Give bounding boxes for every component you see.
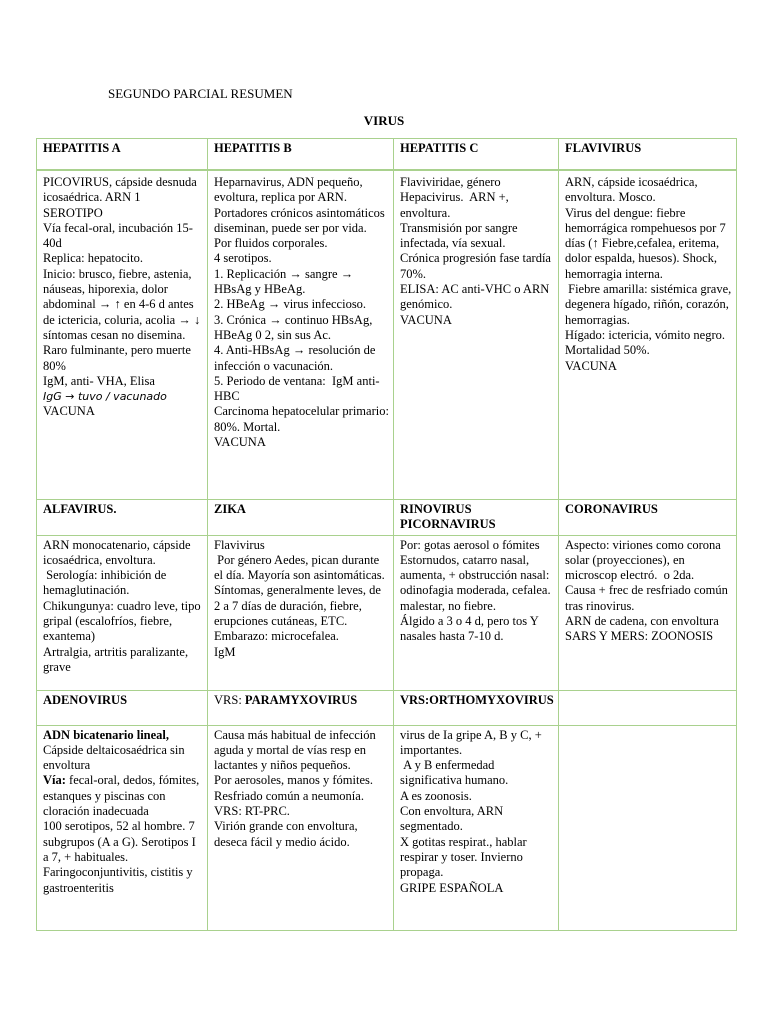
header-flavivirus: FLAVIVIRUS [559, 139, 737, 171]
header-rinovirus: RINOVIRUS PICORNAVIRUS [394, 500, 559, 536]
header-coronavirus: CORONAVIRUS [559, 500, 737, 536]
text-line: Serología: inhibición de hemaglutinación. [43, 568, 170, 598]
text-line: Álgido a 3 o 4 d, pero tos Y nasales hasta 7-10 d. [400, 614, 542, 644]
header-vrs-prefix: VRS: [214, 692, 245, 707]
table-row [37, 725, 737, 930]
text-line: Causa + frec de resfriado común tras rinovirus. [565, 583, 732, 613]
text-line: VACUNA [214, 435, 266, 450]
text-line: A y B enfermedad significativa humano. [400, 758, 509, 788]
header-hepatitis-a: HEPATITIS A [37, 139, 208, 171]
text-line: GRIPE ESPAÑOLA [400, 880, 504, 895]
text-line: ARN de cadena, con envoltura [565, 614, 719, 629]
text-line: Estornudos, catarro nasal, aumenta, + obstrucción nasal: odinofagia moderada, cefalea. malestar, no fiebre. [400, 552, 554, 613]
text-line: 4 serotipos. [214, 251, 272, 266]
text-line: Por género Aedes, pican durante el día. Mayoría son asintomáticas. [214, 552, 385, 583]
text-line: Faringoconjuntivitis, cistitis y gastroenteritis [43, 865, 196, 895]
text-line: Raro fulminante, pero muerte 80% [43, 343, 194, 373]
text-line: Con envoltura, ARN segmentado. [400, 804, 507, 834]
text-line: Hígado: ictericia, vómito negro. Mortalidad 50%. [565, 327, 729, 358]
cell-hepatitis-c [394, 170, 559, 500]
text-line: Aspecto: viriones como corona solar (proyecciones), en microscop electró. o 2da. [565, 537, 724, 583]
text-line: Virión grande con envoltura, deseca fácil y medio ácido. [214, 819, 361, 849]
text-line: IgM [214, 644, 236, 659]
section-title [0, 113, 768, 129]
text-line: Fiebre amarilla: sistémica grave, degenera hígado, riñón, corazón, hemorragias. [565, 282, 735, 327]
cell-rinovirus [394, 535, 559, 690]
table-header-row [37, 690, 737, 725]
text-line: Chikungunya: cuadro leve, tipo gripal (escalofríos, fiebre, exantema) [43, 598, 204, 644]
cell-paramyxovirus [208, 725, 394, 930]
text-line: Embarazo: microcefalea. [214, 629, 339, 644]
text-line: Portadores crónicos asintomáticos diseminan, puede ser por vida. [214, 205, 388, 235]
text-line: Crónica progresión fase tardía 70%. [400, 251, 555, 281]
cell-alfavirus [37, 535, 208, 690]
text-line: Por: gotas aerosol o fómites [400, 537, 540, 552]
text-line: VACUNA [43, 404, 95, 419]
via-label: Vía: [43, 773, 66, 788]
text-line: Transmisión por sangre infectada, vía sexual. [400, 220, 521, 251]
text-line: Por aerosoles, manos y fómites. [214, 773, 374, 788]
text-line: A es zoonosis. [400, 788, 472, 803]
handwritten-note: IgG → tuvo / vacunado [43, 390, 167, 404]
text-line: X gotitas respirat., hablar respirar y toser. Invierno propaga. [400, 834, 530, 880]
text-line: Heparnavirus, ADN pequeño, evoltura, replica por ARN. [214, 175, 366, 205]
header-paramyxovirus: PARAMYXOVIRUS [244, 692, 358, 707]
text-line: 5. Periodo de ventana: IgM anti-HBC [214, 373, 380, 404]
text-line: Resfriado común a neumonía. [214, 788, 364, 803]
table-row [37, 535, 737, 690]
text-line: PICOVIRUS, cápside desnuda icosaédrica. ARN 1 SEROTIPO [43, 175, 200, 220]
text-line: Flavivirus [214, 537, 265, 552]
text-line: ARN, cápside icosaédrica, envoltura. Mosco. [565, 175, 701, 205]
text-line: ADN bicatenario lineal, [43, 727, 170, 742]
header-vrs-orthomyxovirus: VRS:ORTHOMYXOVIRUS [394, 690, 559, 725]
text-line: Flaviviridae, género Hepacivirus. ARN +, envoltura. [400, 175, 512, 220]
text-line: Causa más habitual de infección aguda y mortal de vías resp en lactantes y niños pequeños. [214, 727, 379, 773]
cell-hepatitis-a [37, 170, 208, 500]
header-hepatitis-c: HEPATITIS C [394, 139, 559, 171]
cell-flavivirus [559, 170, 737, 500]
table-header-row [37, 500, 737, 536]
via-text: fecal-oral, dedos, fómites, estanques y piscinas con cloración inadecuada [43, 773, 203, 819]
text-line: 3. Crónica → continuo HBsAg, HBeAg 0 2, sin sus Ac. [214, 312, 376, 342]
virus-summary-table [36, 138, 737, 931]
text-line: IgM, anti- VHA, Elisa [43, 373, 155, 388]
text-line: VACUNA [400, 312, 452, 327]
text-line: Replica: hepatocito. [43, 251, 143, 266]
cell-coronavirus [559, 535, 737, 690]
text-line: virus de Ia gripe A, B y C, + importantes. [400, 727, 545, 757]
text-line: Vía fecal-oral, incubación 15-40d [43, 220, 193, 251]
text-line: Carcinoma hepatocelular primario: 80%. Mortal. [214, 404, 393, 434]
text-line: SARS Y MERS: ZOONOSIS [565, 629, 714, 644]
table-row [37, 170, 737, 500]
text-line: Inicio: brusco, fiebre, astenia, náuseas, hiporexia, dolor abdominal → ↑ en 4-6 d antes de ictericia, coluria, acolia → ↓ síntomas cesan no disemina. [43, 266, 204, 342]
text-line: VACUNA [565, 358, 617, 373]
text-line: Artralgia, artritis paralizante, grave [43, 644, 192, 674]
header-zika: ZIKA [208, 500, 394, 536]
section-title-text: VIRUS [363, 113, 405, 128]
cell-adenovirus [37, 725, 208, 930]
text-line: VRS: RT-PRC. [214, 804, 290, 819]
table-header-row [37, 139, 737, 171]
header-empty [559, 690, 737, 725]
header-adenovirus: ADENOVIRUS [37, 690, 208, 725]
cell-zika [208, 535, 394, 690]
header-vrs-paramyxovirus [208, 690, 394, 725]
text-line: ELISA: AC anti-VHC o ARN genómico. [400, 282, 553, 312]
header-alfavirus: ALFAVIRUS. [37, 500, 208, 536]
cell-hepatitis-b [208, 170, 394, 500]
text-line: Virus del dengue: fiebre hemorrágica rompehuesos por 7 días (↑ Fiebre,cefalea, eritema, dolor espalda, huesos). Shock, hemorragia interna. [565, 205, 729, 281]
text-line: 2. HBeAg → virus infeccioso. [214, 297, 367, 312]
cell-empty [559, 725, 737, 930]
document-title: SEGUNDO PARCIAL RESUMEN [108, 86, 293, 101]
text-line [43, 773, 203, 819]
text-line: Síntomas, generalmente leves, de 2 a 7 días de duración, fiebre, erupciones cutáneas, ETC. [214, 583, 385, 629]
header-hepatitis-b: HEPATITIS B [208, 139, 394, 171]
text-line: ARN monocatenario, cápside icosaédrica, envoltura. [43, 537, 194, 567]
text-line: 4. Anti-HBsAg → resolución de infección o vacunación. [214, 343, 379, 373]
text-line: 100 serotipos, 52 al hombre. 7 subgrupos (A a G). Serotipos I a 7, + habituales. [43, 819, 199, 864]
cell-orthomyxovirus [394, 725, 559, 930]
text-line: 1. Replicación → sangre → HBsAg y HBeAg. [214, 266, 357, 297]
text-line: Por fluidos corporales. [214, 236, 328, 251]
text-line: Cápside deltaicosaédrica sin envoltura [43, 742, 188, 773]
